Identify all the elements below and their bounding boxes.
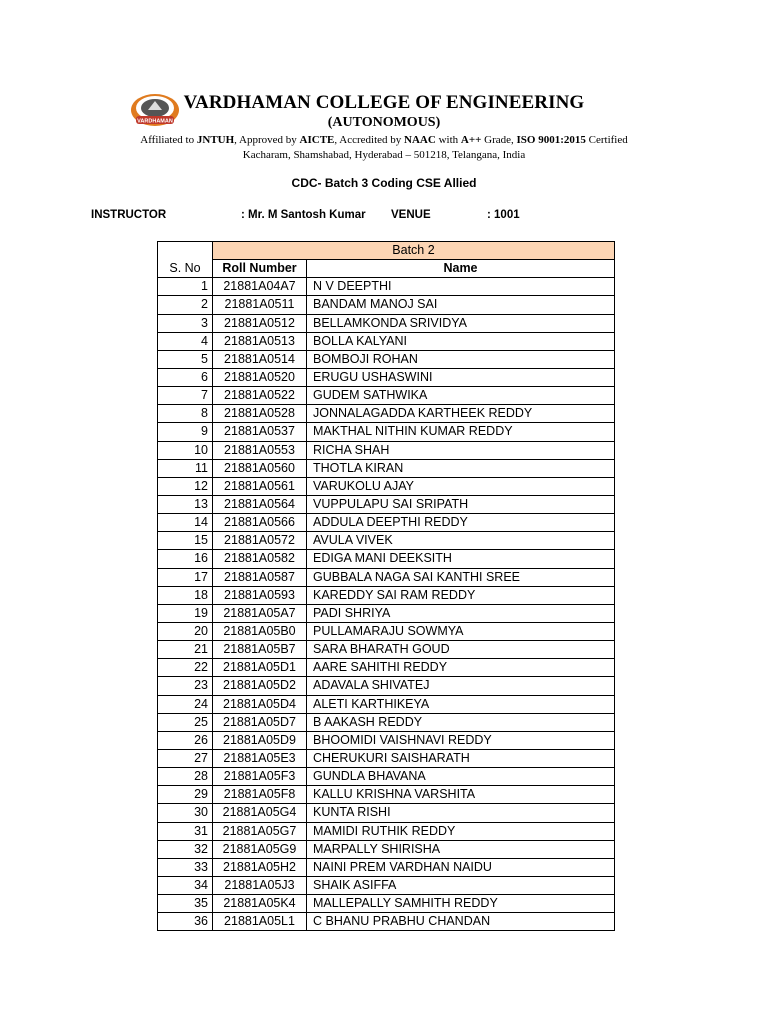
affiliation-part: with (435, 134, 461, 146)
serial-number-cell: 34 (158, 876, 213, 894)
table-row (158, 423, 615, 441)
student-name-cell: PADI SHRIYA (307, 604, 615, 622)
table-row (158, 641, 615, 659)
roll-number-cell: 21881A05F3 (213, 768, 307, 786)
table-row (158, 604, 615, 622)
table-row (158, 332, 615, 350)
college-address: Kacharam, Shamshabad, Hyderabad – 501218, Telangana, India (242, 149, 526, 161)
affiliation-part: Certified (585, 134, 628, 146)
roll-number-cell: 21881A0513 (213, 332, 307, 350)
roll-number-cell: 21881A05F8 (213, 786, 307, 804)
roll-number-cell: 21881A05H2 (213, 858, 307, 876)
serial-number-cell: 1 (158, 278, 213, 296)
batch-group-header: Batch 2 (213, 242, 615, 260)
serial-number-cell: 32 (158, 840, 213, 858)
serial-number-cell: 17 (158, 568, 213, 586)
affiliation-part: Affiliated to (140, 134, 197, 146)
student-name-cell: MAMIDI RUTHIK REDDY (307, 822, 615, 840)
roll-number-cell: 21881A05D1 (213, 659, 307, 677)
serial-number-cell: 13 (158, 495, 213, 513)
serial-number-cell: 31 (158, 822, 213, 840)
student-name-cell: MALLEPALLY SAMHITH REDDY (307, 895, 615, 913)
affiliation-part: A++ (460, 134, 482, 146)
student-name-cell: B AAKASH REDDY (307, 713, 615, 731)
affiliation-part: , Accredited by (334, 134, 405, 146)
table-row (158, 695, 615, 713)
table-row (158, 786, 615, 804)
roll-number-cell: 21881A04A7 (213, 278, 307, 296)
sno-header-spacer (158, 242, 213, 260)
serial-number-cell: 21 (158, 641, 213, 659)
serial-number-cell: 25 (158, 713, 213, 731)
roll-number-cell: 21881A05L1 (213, 913, 307, 931)
table-row (158, 568, 615, 586)
student-name-cell: ADAVALA SHIVATEJ (307, 677, 615, 695)
affiliation-part: NAAC (404, 134, 436, 146)
student-name-cell: KALLU KRISHNA VARSHITA (307, 786, 615, 804)
table-row (158, 622, 615, 640)
roll-number-cell: 21881A05G7 (213, 822, 307, 840)
serial-number-cell: 23 (158, 677, 213, 695)
serial-number-cell: 7 (158, 387, 213, 405)
student-name-cell: AARE SAHITHI REDDY (307, 659, 615, 677)
roll-number-cell: 21881A0537 (213, 423, 307, 441)
roll-number-cell: 21881A0553 (213, 441, 307, 459)
roll-number-cell: 21881A0514 (213, 350, 307, 368)
student-name-cell: AVULA VIVEK (307, 532, 615, 550)
table-row (158, 822, 615, 840)
roll-number-cell: 21881A05B0 (213, 622, 307, 640)
table-row (158, 405, 615, 423)
student-name-cell: VUPPULAPU SAI SRIPATH (307, 495, 615, 513)
table-row (158, 731, 615, 749)
table-row (158, 913, 615, 931)
table-row (158, 840, 615, 858)
student-name-cell: THOTLA KIRAN (307, 459, 615, 477)
serial-number-cell: 8 (158, 405, 213, 423)
affiliation-part: ISO 9001:2015 (516, 134, 586, 146)
name-column-header: Name (307, 260, 615, 278)
logo-text: VARDHAMAN (137, 118, 173, 125)
table-row (158, 858, 615, 876)
student-name-cell: BOLLA KALYANI (307, 332, 615, 350)
roll-number-cell: 21881A0566 (213, 514, 307, 532)
serial-number-cell: 14 (158, 514, 213, 532)
student-name-cell: MAKTHAL NITHIN KUMAR REDDY (307, 423, 615, 441)
student-name-cell: GUDEM SATHWIKA (307, 387, 615, 405)
table-row (158, 532, 615, 550)
serial-number-cell: 28 (158, 768, 213, 786)
serial-number-cell: 26 (158, 731, 213, 749)
student-name-cell: BOMBOJI ROHAN (307, 350, 615, 368)
affiliation-part: Grade, (481, 134, 517, 146)
table-row (158, 514, 615, 532)
sno-column-header: S. No (158, 260, 213, 278)
serial-number-cell: 18 (158, 586, 213, 604)
student-name-cell: BHOOMIDI VAISHNAVI REDDY (307, 731, 615, 749)
affiliation-part: , Approved by (234, 134, 300, 146)
student-name-cell: VARUKOLU AJAY (307, 477, 615, 495)
table-row (158, 278, 615, 296)
roll-number-cell: 21881A05J3 (213, 876, 307, 894)
serial-number-cell: 10 (158, 441, 213, 459)
serial-number-cell: 29 (158, 786, 213, 804)
student-name-cell: KAREDDY SAI RAM REDDY (307, 586, 615, 604)
student-name-cell: EDIGA MANI DEEKSITH (307, 550, 615, 568)
roll-number-cell: 21881A0561 (213, 477, 307, 495)
serial-number-cell: 19 (158, 604, 213, 622)
serial-number-cell: 5 (158, 350, 213, 368)
student-name-cell: BELLAMKONDA SRIVIDYA (307, 314, 615, 332)
table-row (158, 387, 615, 405)
student-name-cell: MARPALLY SHIRISHA (307, 840, 615, 858)
serial-number-cell: 4 (158, 332, 213, 350)
student-name-cell: SHAIK ASIFFA (307, 876, 615, 894)
student-name-cell: GUNDLA BHAVANA (307, 768, 615, 786)
serial-number-cell: 33 (158, 858, 213, 876)
document-header (0, 88, 768, 168)
student-name-cell: GUBBALA NAGA SAI KANTHI SREE (307, 568, 615, 586)
roll-number-cell: 21881A05D2 (213, 677, 307, 695)
roll-number-cell: 21881A0572 (213, 532, 307, 550)
serial-number-cell: 3 (158, 314, 213, 332)
table-row (158, 459, 615, 477)
roll-number-cell: 21881A05G9 (213, 840, 307, 858)
table-row (158, 495, 615, 513)
roll-number-cell: 21881A05D4 (213, 695, 307, 713)
roll-number-cell: 21881A0560 (213, 459, 307, 477)
table-row (158, 586, 615, 604)
table-row (158, 659, 615, 677)
student-name-cell: CHERUKURI SAISHARATH (307, 749, 615, 767)
group-header-row (158, 242, 615, 260)
roll-number-cell: 21881A0564 (213, 495, 307, 513)
roll-number-cell: 21881A0587 (213, 568, 307, 586)
student-name-cell: ALETI KARTHIKEYA (307, 695, 615, 713)
serial-number-cell: 9 (158, 423, 213, 441)
roll-number-cell: 21881A05E3 (213, 749, 307, 767)
roll-number-cell: 21881A05A7 (213, 604, 307, 622)
student-name-cell: ADDULA DEEPTHI REDDY (307, 514, 615, 532)
column-header-row (158, 260, 615, 278)
table-row (158, 296, 615, 314)
affiliation-part: AICTE (299, 134, 335, 146)
table-row (158, 768, 615, 786)
affiliation-line (0, 134, 768, 146)
table-row (158, 441, 615, 459)
roll-number-cell: 21881A0522 (213, 387, 307, 405)
roll-number-cell: 21881A0512 (213, 314, 307, 332)
table-row (158, 368, 615, 386)
student-name-cell: SARA BHARATH GOUD (307, 641, 615, 659)
table-row (158, 876, 615, 894)
student-roll-table (157, 241, 615, 931)
student-name-cell: C BHANU PRABHU CHANDAN (307, 913, 615, 931)
roll-number-cell: 21881A0511 (213, 296, 307, 314)
table-row (158, 749, 615, 767)
student-name-cell: PULLAMARAJU SOWMYA (307, 622, 615, 640)
serial-number-cell: 6 (158, 368, 213, 386)
student-name-cell: NAINI PREM VARDHAN NAIDU (307, 858, 615, 876)
serial-number-cell: 36 (158, 913, 213, 931)
serial-number-cell: 12 (158, 477, 213, 495)
serial-number-cell: 11 (158, 459, 213, 477)
venue-label: VENUE (391, 209, 431, 221)
student-name-cell: RICHA SHAH (307, 441, 615, 459)
roll-number-cell: 21881A0528 (213, 405, 307, 423)
student-name-cell: JONNALAGADDA KARTHEEK REDDY (307, 405, 615, 423)
serial-number-cell: 24 (158, 695, 213, 713)
roll-column-header: Roll Number (213, 260, 307, 278)
student-roll-body (158, 242, 615, 931)
venue-value: : 1001 (487, 209, 520, 221)
serial-number-cell: 30 (158, 804, 213, 822)
batch-title: CDC- Batch 3 Coding CSE Allied (291, 176, 477, 190)
roll-number-cell: 21881A05B7 (213, 641, 307, 659)
student-name-cell: N V DEEPTHI (307, 278, 615, 296)
serial-number-cell: 22 (158, 659, 213, 677)
affiliation-part: JNTUH (196, 134, 235, 146)
roll-number-cell: 21881A0593 (213, 586, 307, 604)
serial-number-cell: 20 (158, 622, 213, 640)
table-row (158, 713, 615, 731)
student-name-cell: BANDAM MANOJ SAI (307, 296, 615, 314)
table-row (158, 677, 615, 695)
roll-number-cell: 21881A05D9 (213, 731, 307, 749)
college-name: VARDHAMAN COLLEGE OF ENGINEERING (183, 92, 585, 113)
serial-number-cell: 35 (158, 895, 213, 913)
table-row (158, 477, 615, 495)
table-row (158, 314, 615, 332)
serial-number-cell: 15 (158, 532, 213, 550)
roll-number-cell: 21881A0520 (213, 368, 307, 386)
roll-number-cell: 21881A0582 (213, 550, 307, 568)
serial-number-cell: 27 (158, 749, 213, 767)
serial-number-cell: 2 (158, 296, 213, 314)
table-row (158, 350, 615, 368)
serial-number-cell: 16 (158, 550, 213, 568)
table-row (158, 550, 615, 568)
table-row (158, 895, 615, 913)
table-row (158, 804, 615, 822)
instructor-label: INSTRUCTOR (91, 209, 167, 221)
college-status: (AUTONOMOUS) (327, 115, 441, 130)
roll-number-cell: 21881A05D7 (213, 713, 307, 731)
student-name-cell: KUNTA RISHI (307, 804, 615, 822)
roll-number-cell: 21881A05K4 (213, 895, 307, 913)
roll-number-cell: 21881A05G4 (213, 804, 307, 822)
student-name-cell: ERUGU USHASWINI (307, 368, 615, 386)
instructor-name: : Mr. M Santosh Kumar (241, 209, 366, 221)
